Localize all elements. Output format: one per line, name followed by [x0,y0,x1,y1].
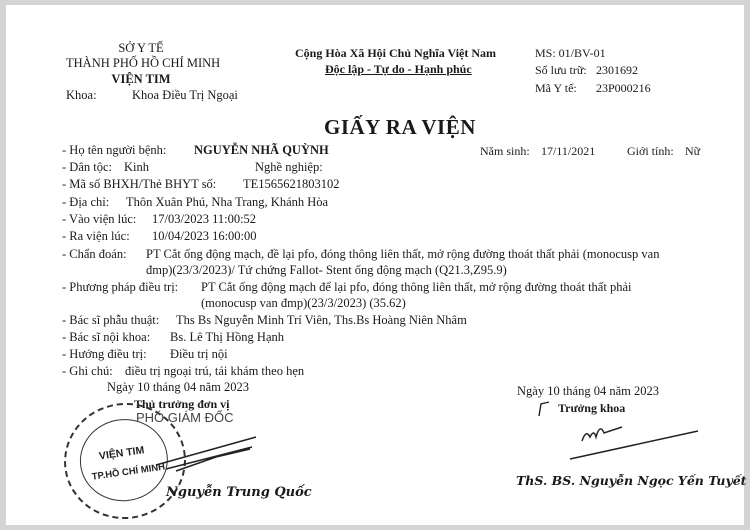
stamp-title: PHÓ GIÁM ĐỐC [136,410,234,425]
internist-row [62,330,284,345]
insurance-label: - Mã số BHXH/Thẻ BHYT số: [62,177,217,191]
form-code: MS: 01/BV-01 [535,46,606,60]
insurance-number: TE1565621803102 [243,177,340,191]
city-name: THÀNH PHỐ HỒ CHÍ MINH [66,56,221,70]
right-signature-role: Trưởng khoa [558,401,626,415]
diagnosis-line-1: PT Cắt ống động mạch, đề lại pfo, đóng thông liên thất, mở rộng đường thoát thất phải (monocusp van [146,247,660,261]
discharge-label: - Ra viện lúc: [62,229,130,243]
department-label: Khoa: [66,88,97,102]
right-signature-mark [562,419,702,459]
discharge-time: 10/04/2023 16:00:00 [152,229,257,243]
note-label: - Ghi chú: [62,364,113,378]
address-row [62,195,329,210]
surgeon-names: Ths Bs Nguyễn Minh Trí Viên, Ths.Bs Hoàng Niên Nhâm [176,313,467,327]
left-signer-name: Nguyễn Trung Quốc [166,485,312,500]
admission-row [62,212,257,227]
direction-label: - Hướng điều trị: [62,347,147,361]
national-motto: Độc lập - Tự do - Hạnh phúc [325,62,472,76]
discharge-row [62,229,257,244]
address-label: - Địa chỉ: [62,195,110,209]
stamp-institute: VIỆN TIM [98,444,146,463]
discharge-certificate [6,5,747,525]
ethnicity-label: - Dân tộc: [62,160,112,174]
internist-name: Bs. Lê Thị Hồng Hạnh [170,330,284,344]
surgeon-row [62,313,467,328]
direction-value: Điều trị nội [170,347,228,361]
treatment-label: - Phương pháp điều trị: [62,280,179,294]
insurance-row [62,177,340,192]
institute-name: VIỆN TIM [111,72,171,86]
nation-name: Cộng Hòa Xã Hội Chủ Nghĩa Việt Nam [295,46,497,60]
patient-name-row [62,143,329,158]
birth-label: Năm sinh: [480,144,530,158]
initial-mark [537,401,551,417]
left-signature-mark [156,435,266,475]
archive-number: 2301692 [596,63,638,77]
occupation-label: Nghề nghiệp: [255,160,323,174]
treatment-row [62,280,632,295]
internist-label: - Bác sĩ nội khoa: [62,330,151,344]
ethnicity-row [62,160,323,175]
gender-label: Giới tính: [627,144,674,158]
left-signature-date: Ngày 10 tháng 04 năm 2023 [107,380,249,394]
left-signature-role: Thủ trưởng đơn vị [134,397,230,411]
medical-id-label: Mã Y tế: [535,81,577,95]
note-value: điều trị ngoại trú, tái khám theo hẹn [125,364,305,378]
admission-time: 17/03/2023 11:00:52 [152,212,257,226]
surgeon-label: - Bác sĩ phẫu thuật: [62,313,160,327]
right-signature-date: Ngày 10 tháng 04 năm 2023 [517,384,659,398]
diagnosis-line-2: đmp)(23/3/2023)/ Tứ chứng Fallot- Stent ống động mạch (Q21.3,Z95.9) [146,263,507,277]
direction-row [62,347,228,362]
ethnicity-value: Kinh [124,160,149,174]
diagnosis-row [62,247,660,262]
admission-label: - Vào viện lúc: [62,212,137,226]
treatment-line-2: (monocusp van đmp)(23/3/2023) (35.62) [201,296,406,310]
birth-date: 17/11/2021 [541,144,596,158]
patient-name-label: - Họ tên người bệnh: [62,143,167,157]
note-row [62,364,305,379]
address-value: Thôn Xuân Phú, Nha Trang, Khánh Hòa [126,195,329,209]
document-title: GIẤY RA VIỆN [324,115,476,139]
archive-label: Số lưu trữ: [535,63,587,77]
gender-value: Nữ [685,144,701,158]
department-value: Khoa Điều Trị Ngoại [132,88,238,102]
right-signer-name: ThS. BS. Nguyễn Ngọc Yến Tuyết [516,473,747,488]
stamp-city: TP.HỒ CHÍ MINH [91,461,166,483]
diagnosis-label: - Chẩn đoán: [62,247,127,261]
ministry-name: SỞ Y TẾ [118,41,164,55]
patient-name: NGUYỄN NHÃ QUỲNH [194,143,329,157]
treatment-line-1: PT Cắt ống động mạch để lại pfo, đóng thông liên thất, mở rộng đường thoát thất phải [201,280,632,294]
medical-id: 23P000216 [596,81,651,95]
